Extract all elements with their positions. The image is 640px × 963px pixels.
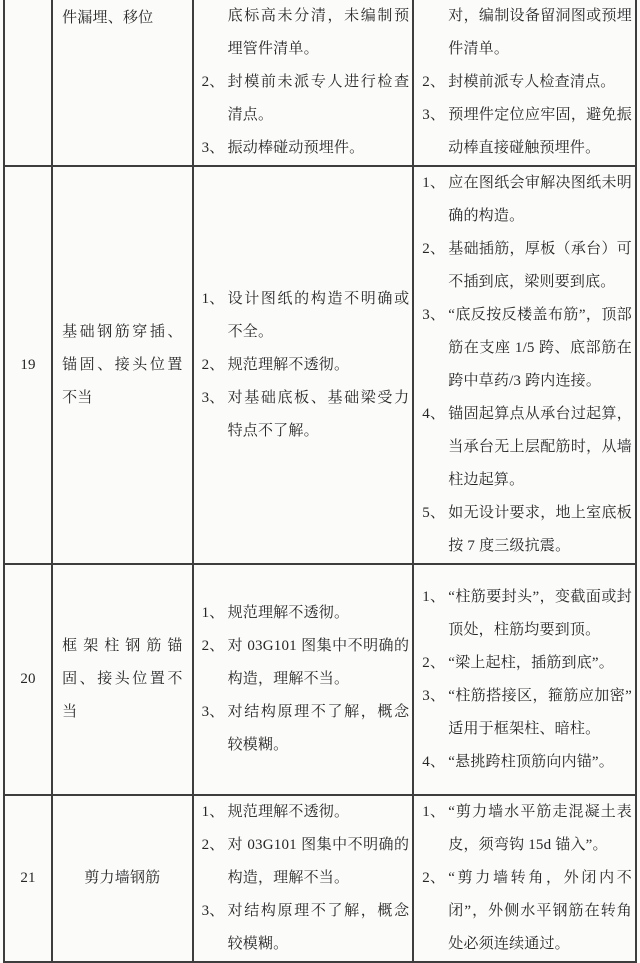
item-marker: 1、 [201,605,225,621]
item-marker: 2、 [422,870,446,886]
defect-table [3,0,637,963]
list-item [199,66,410,132]
list-item [199,0,410,66]
list-item [419,99,632,165]
list-item [419,796,632,862]
list-item [419,581,632,647]
list-item [419,497,632,563]
item-text: “剪力墙转角，外闭内不闭”，外侧水平钢筋在转角处必须连续通过。 [448,870,632,952]
item-marker: 2、 [201,638,225,654]
causes-cell [193,166,414,564]
list-item [419,233,632,299]
item-text: 对基础底板、基础梁受力特点不了解。 [227,389,410,439]
list-item [199,349,410,382]
item-text: 振动棒碰动预埋件。 [227,140,365,156]
list-item [199,382,410,448]
item-text: 对结构原理不了解，概念较模糊。 [227,903,410,952]
list-item [199,283,410,349]
item-marker: 2、 [201,837,225,853]
item-text: “柱筋要封头”，变截面或封顶处，柱筋均要到顶。 [448,588,632,638]
table-row [4,564,636,795]
table-row [4,166,636,564]
list-item [419,299,632,398]
list-item [419,167,632,233]
item-marker: 5、 [422,505,446,521]
list-item [419,746,632,779]
item-text: “剪力墙水平筋走混凝土表皮，须弯钩 15d 锚入”。 [448,804,632,853]
item-text: 对 03G101 图集中不明确的构造，理解不当。 [227,638,410,687]
item-marker: 3、 [422,307,446,323]
list-item [419,862,632,961]
list-item [199,829,410,895]
item-text: 对结构原理不了解，概念较模糊。 [227,704,410,753]
problem-cell: 剪力墙钢筋 [52,795,192,962]
item-marker: 2、 [201,74,225,90]
item-text: 规范理解不透彻。 [227,804,350,820]
table-row [4,795,636,962]
row-number-cell [4,0,52,166]
list-item [419,647,632,680]
item-marker: 4、 [422,406,446,422]
row-number-cell: 20 [4,564,52,795]
list-item [199,796,410,829]
causes-cell [193,0,414,166]
item-marker: 1、 [201,804,225,820]
list-item [419,398,632,497]
problem-cell: 框架柱钢筋锚固、接头位置不当 [52,564,192,795]
item-marker: 1、 [201,290,225,307]
item-marker: 3、 [422,687,446,704]
defect-table-body [4,0,636,962]
item-text: 底标高未分清，未编制预埋管件清单。 [227,8,410,57]
table-row [4,0,636,166]
item-marker: 3、 [201,704,225,720]
item-marker: 3、 [201,389,225,406]
item-text: 规范理解不透彻。 [227,356,350,373]
problem-cell: 基础钢筋穿插、锚固、接头位置不当 [52,166,192,564]
item-marker: 1、 [422,175,446,191]
item-text: “柱筋搭接区，箍筋应加密”适用于框架柱、暗柱。 [448,687,632,737]
solutions-cell [413,166,636,564]
list-item [199,895,410,961]
list-item [199,630,410,696]
item-marker: 2、 [422,654,446,671]
solutions-cell [413,564,636,795]
item-text: 封模前未派专人进行检查清点。 [227,74,410,123]
list-item [419,0,632,66]
item-text: “悬挑跨柱顶筋向内锚”。 [448,753,614,770]
item-marker: 2、 [422,241,446,257]
item-text: 封模前派专人检查清点。 [448,74,616,90]
solutions-cell [413,0,636,166]
item-marker: 2、 [201,356,225,373]
problem-cell: 件漏埋、移位 [52,0,192,166]
list-item [419,66,632,99]
list-item [199,696,410,762]
item-marker: 4、 [422,753,446,770]
item-text: 如无设计要求，地上室底板按 7 度三级抗震。 [448,505,632,554]
list-item [199,132,410,165]
item-text: 基础插筋，厚板（承台）可不插到底，梁则要到底。 [448,241,632,290]
solutions-cell [413,795,636,962]
item-marker: 3、 [201,140,225,156]
list-item [199,597,410,630]
item-marker: 2、 [422,74,446,90]
item-text: 对 03G101 图集中不明确的构造，理解不当。 [227,837,410,886]
causes-cell [193,564,414,795]
causes-cell [193,795,414,962]
item-text: 对，编制设备留洞图或预埋件清单。 [448,8,632,57]
item-text: 规范理解不透彻。 [227,605,350,621]
item-marker: 3、 [201,903,225,919]
item-marker: 3、 [422,107,446,123]
list-item [419,680,632,746]
row-number-cell: 21 [4,795,52,962]
item-text: 锚固起算点从承台过起算，当承台无上层配筋时，从墙柱边起算。 [448,406,632,488]
row-number-cell: 19 [4,166,52,564]
item-text: 预埋件定位应牢固，避免振动棒直接碰触预埋件。 [448,107,632,156]
item-marker: 1、 [422,588,446,605]
item-marker: 1、 [422,804,446,820]
item-text: “底反按反楼盖布筋”，顶部筋在支座 1/5 跨、底部筋在跨中草药/3 跨内连接。 [448,307,632,389]
item-text: 设计图纸的构造不明确或不全。 [227,290,410,340]
item-text: 应在图纸会审解决图纸未明确的构造。 [448,175,632,224]
item-text: “梁上起柱，插筋到底”。 [448,654,614,671]
